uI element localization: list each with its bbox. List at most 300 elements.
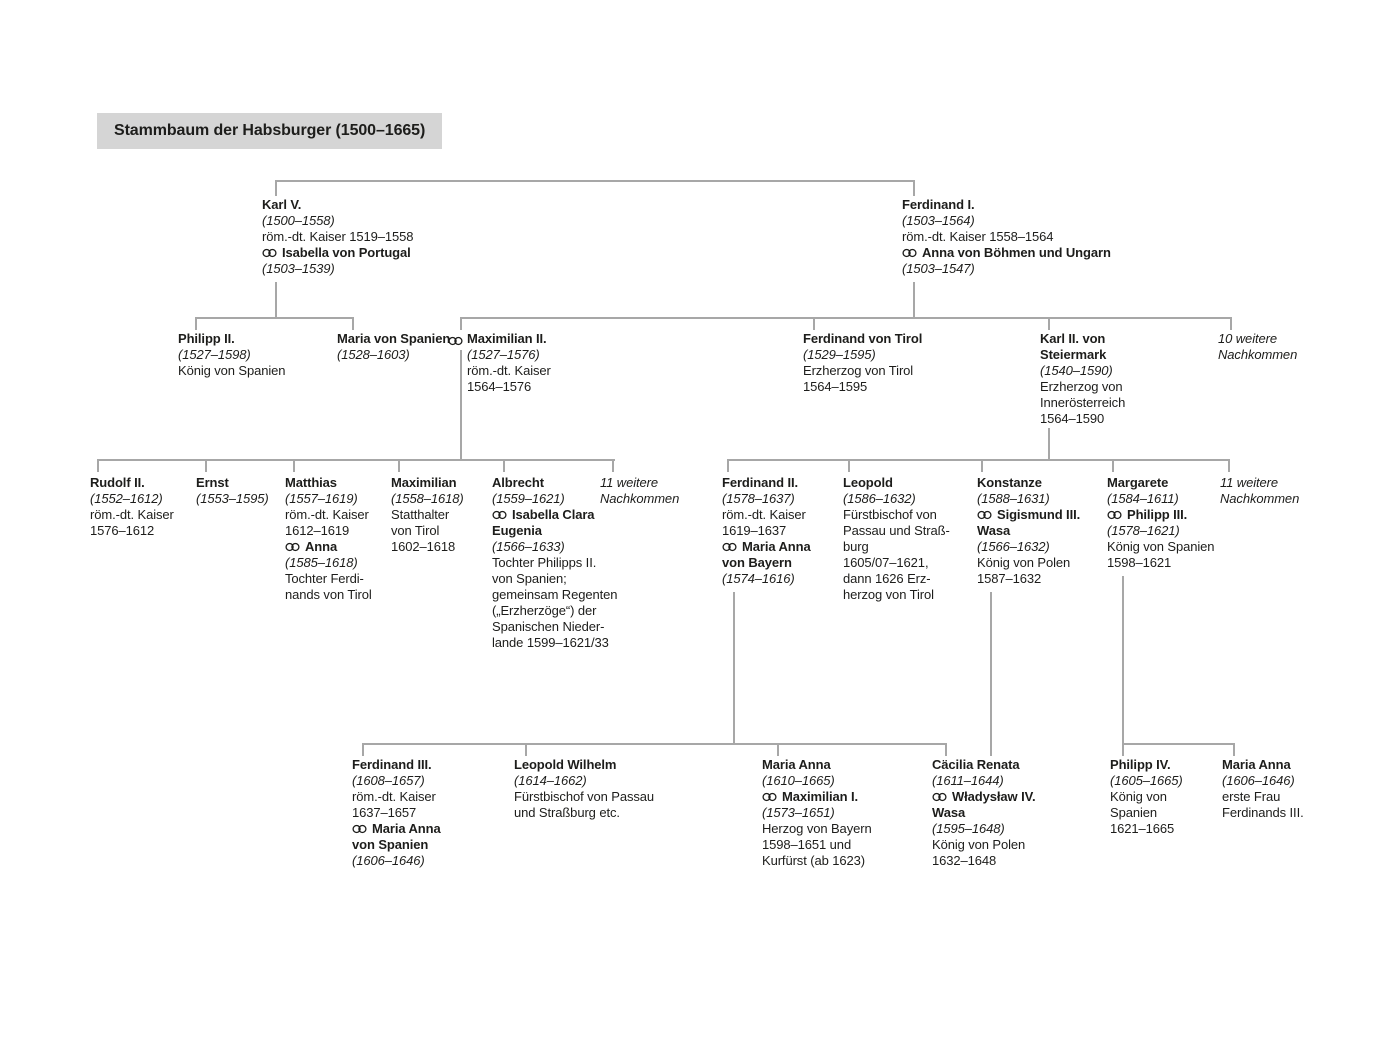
tree-connector-horizontal — [460, 317, 1232, 319]
marriage-rings-icon — [448, 336, 463, 346]
person-line — [1220, 475, 1299, 491]
person-line-text: Isabella Clara — [512, 507, 595, 522]
person-line-text: Ferdinand III. — [352, 757, 432, 772]
person-line-text: („Erzherzöge“) der — [492, 603, 597, 618]
person-line-text: Leopold Wilhelm — [514, 757, 617, 772]
person-line-text: Ferdinands III. — [1222, 805, 1304, 820]
person-line — [337, 331, 450, 347]
person-line — [285, 523, 372, 539]
person-line-text: Maria von Spanien — [337, 331, 451, 346]
person-line — [1040, 331, 1125, 347]
person-line — [1040, 363, 1125, 379]
person-line — [90, 475, 174, 491]
person-line — [285, 491, 372, 507]
person-line — [803, 379, 922, 395]
person-line-text: Konstanze — [977, 475, 1042, 490]
person-line — [1110, 789, 1183, 805]
person-line-text: (1573–1651) — [762, 805, 835, 820]
person-line-text: 1564–1590 — [1040, 411, 1105, 426]
person-line-text: Karl V. — [262, 197, 302, 212]
person-line — [977, 491, 1080, 507]
person-node-leopold — [843, 475, 950, 603]
person-line-text: Fürstbischof von Passau — [514, 789, 655, 804]
person-line — [492, 475, 617, 491]
person-line-text: (1540–1590) — [1040, 363, 1113, 378]
person-line-text: (1578–1637) — [722, 491, 795, 506]
person-line — [492, 555, 617, 571]
tree-connector-vertical — [205, 459, 207, 472]
person-line-text: röm.-dt. Kaiser — [722, 507, 806, 522]
person-line-text: (1574–1616) — [722, 571, 795, 586]
person-line-text: nands von Tirol — [285, 587, 372, 602]
person-line — [1110, 773, 1183, 789]
person-node-ernst — [196, 475, 269, 507]
person-line — [977, 555, 1080, 571]
person-line-text: (1588–1631) — [977, 491, 1050, 506]
person-line — [1110, 821, 1183, 837]
person-line-text: König von Spanien — [1107, 539, 1215, 554]
person-line-text: 1564–1595 — [803, 379, 868, 394]
person-line-text: Herzog von Bayern — [762, 821, 872, 836]
person-line — [843, 539, 950, 555]
person-line — [932, 773, 1035, 789]
person-line — [492, 587, 617, 603]
tree-connector-vertical — [293, 459, 295, 472]
person-node-ferdinand-ii — [722, 475, 811, 587]
person-line-text: (1527–1576) — [467, 347, 540, 362]
person-line-text: (1566–1633) — [492, 539, 565, 554]
person-line-text: Wasa — [977, 523, 1011, 538]
person-line-text: Karl II. von — [1040, 331, 1106, 346]
person-line — [1222, 757, 1304, 773]
person-line — [1107, 507, 1214, 523]
person-line-text: Matthias — [285, 475, 337, 490]
tree-connector-vertical — [525, 743, 527, 756]
person-line — [285, 587, 372, 603]
person-line-text: (1584–1611) — [1107, 491, 1179, 506]
person-line-text: dann 1626 Erz- — [843, 571, 931, 586]
person-line — [467, 347, 551, 363]
person-line — [722, 523, 811, 539]
person-line — [285, 475, 372, 491]
tree-connector-vertical — [362, 743, 364, 756]
person-line-text: (1527–1598) — [178, 347, 251, 362]
tree-connector-vertical — [848, 459, 850, 472]
person-line — [762, 837, 872, 853]
person-line — [196, 491, 269, 507]
person-line — [932, 837, 1035, 853]
person-line-text: 1587–1632 — [977, 571, 1042, 586]
person-line — [722, 539, 811, 555]
person-line — [762, 853, 872, 869]
person-line — [285, 507, 372, 523]
person-line — [977, 475, 1080, 491]
person-line-text: Nachkommen — [600, 491, 680, 506]
person-line-text: Maximilian — [391, 475, 457, 490]
person-line-text: lande 1599–1621/33 — [492, 635, 609, 650]
person-line-text: Ferdinand I. — [902, 197, 975, 212]
person-line — [262, 213, 413, 229]
person-node-maximilian-ii — [467, 331, 551, 395]
person-line-text: König von Spanien — [178, 363, 286, 378]
person-line — [352, 789, 441, 805]
tree-connector-vertical — [1233, 743, 1235, 756]
person-line — [492, 491, 617, 507]
person-line — [90, 523, 174, 539]
person-line — [1218, 331, 1297, 347]
person-line-text: Isabella von Portugal — [282, 245, 411, 260]
person-line-text: 1576–1612 — [90, 523, 155, 538]
tree-connector-vertical — [195, 317, 197, 330]
person-line — [1107, 539, 1214, 555]
tree-connector-vertical — [1228, 459, 1230, 472]
person-node-karl-v — [262, 197, 413, 277]
person-line — [178, 363, 285, 379]
person-line — [722, 475, 811, 491]
person-line-text: Maria Anna — [762, 757, 831, 772]
person-line — [722, 555, 811, 571]
person-line — [262, 229, 413, 245]
person-line-text: (1553–1595) — [196, 491, 269, 506]
person-line — [492, 507, 617, 523]
marriage-rings-icon — [932, 792, 947, 802]
person-line — [1040, 395, 1125, 411]
person-line — [514, 773, 654, 789]
person-line — [722, 491, 811, 507]
person-line-text: (1578–1621) — [1107, 523, 1180, 538]
marriage-rings-icon — [762, 792, 777, 802]
person-line-text: Fürstbischof von — [843, 507, 937, 522]
person-line-text: Tochter Philipps II. — [492, 555, 597, 570]
person-line-text: (1606–1646) — [352, 853, 425, 868]
person-line — [722, 571, 811, 587]
marriage-rings-icon — [902, 248, 917, 258]
person-line — [762, 805, 872, 821]
person-line-text: röm.-dt. Kaiser — [467, 363, 551, 378]
tree-connector-vertical — [1230, 317, 1232, 330]
person-node-albrecht — [492, 475, 617, 651]
person-line-text: König von Polen — [977, 555, 1071, 570]
person-line — [492, 619, 617, 635]
person-line — [352, 773, 441, 789]
person-line-text: Margarete — [1107, 475, 1169, 490]
person-line — [1218, 347, 1297, 363]
person-line-text: herzog von Tirol — [843, 587, 934, 602]
person-node-leopold-wilhelm — [514, 757, 654, 821]
person-line-text: von Spanien; — [492, 571, 567, 586]
person-line — [932, 757, 1035, 773]
person-line-text: Erzherzog von — [1040, 379, 1123, 394]
person-line — [722, 507, 811, 523]
person-line — [492, 635, 617, 651]
person-node-matthias — [285, 475, 372, 603]
person-line — [902, 213, 1111, 229]
person-line — [932, 789, 1035, 805]
person-line-text: (1566–1632) — [977, 539, 1050, 554]
person-line-text: Albrecht — [492, 475, 544, 490]
person-line-text: von Bayern — [722, 555, 792, 570]
person-line-text: Sigismund III. — [997, 507, 1081, 522]
person-line — [1040, 379, 1125, 395]
person-line — [352, 853, 441, 869]
person-line — [391, 539, 464, 555]
person-line-text: Maria Anna — [372, 821, 441, 836]
tree-connector-vertical — [777, 743, 779, 756]
person-node-ferdinand-iii — [352, 757, 441, 869]
person-line — [843, 555, 950, 571]
person-line-text: 1632–1648 — [932, 853, 997, 868]
tree-connector-vertical — [352, 317, 354, 330]
person-line-text: Leopold — [843, 475, 893, 490]
person-node-caecilia-renata — [932, 757, 1035, 869]
person-line-text: 11 weitere — [1220, 475, 1279, 490]
person-line — [1222, 773, 1304, 789]
tree-connector-vertical — [981, 459, 983, 472]
marriage-rings-icon — [977, 510, 992, 520]
person-line — [337, 347, 450, 363]
marriage-rings-icon — [722, 542, 737, 552]
person-line-text: Tochter Ferdi- — [285, 571, 364, 586]
person-line — [977, 571, 1080, 587]
person-node-maria-anna-1610 — [762, 757, 872, 869]
tree-connector-vertical — [990, 592, 992, 756]
person-line — [803, 363, 922, 379]
marriage-rings-icon — [285, 542, 300, 552]
person-line-text: 11 weitere — [600, 475, 659, 490]
person-line — [902, 261, 1111, 277]
person-line — [843, 571, 950, 587]
person-line-text: (1529–1595) — [803, 347, 876, 362]
person-line — [843, 491, 950, 507]
person-line — [932, 853, 1035, 869]
tree-connector-vertical — [1122, 576, 1124, 756]
person-line-text: Passau und Straß- — [843, 523, 950, 538]
person-line-text: (1559–1621) — [492, 491, 565, 506]
tree-connector-vertical — [1112, 459, 1114, 472]
person-line — [352, 837, 441, 853]
person-node-ferdinand-von-tirol — [803, 331, 922, 395]
person-line — [90, 491, 174, 507]
person-line-text: burg — [843, 539, 869, 554]
person-line — [843, 523, 950, 539]
person-line — [391, 507, 464, 523]
person-line — [762, 789, 872, 805]
person-line — [1040, 347, 1125, 363]
person-line-text: röm.-dt. Kaiser — [352, 789, 436, 804]
person-line-text: Spanischen Nieder- — [492, 619, 605, 634]
tree-connector-vertical — [460, 317, 462, 330]
person-line — [467, 363, 551, 379]
person-node-philipp-ii — [178, 331, 285, 379]
person-line — [262, 197, 413, 213]
tree-connector-vertical — [275, 282, 277, 319]
person-line-text: Anna — [305, 539, 338, 554]
tree-connector-vertical — [503, 459, 505, 472]
person-line — [843, 475, 950, 491]
person-line — [467, 331, 551, 347]
person-line-text: von Tirol — [391, 523, 440, 538]
marriage-rings-icon — [352, 824, 367, 834]
person-line-text: (1614–1662) — [514, 773, 587, 788]
person-line — [762, 821, 872, 837]
person-line — [932, 805, 1035, 821]
person-line-text: Statthalter — [391, 507, 450, 522]
person-line-text: (1557–1619) — [285, 491, 358, 506]
person-line — [600, 491, 679, 507]
person-line-text: Steiermark — [1040, 347, 1107, 362]
person-line — [262, 261, 413, 277]
person-line-text: Spanien — [1110, 805, 1158, 820]
person-node-weitere-nachkommen-11-links — [600, 475, 679, 507]
person-node-philipp-iv — [1110, 757, 1183, 837]
person-line — [1040, 411, 1125, 427]
person-line — [352, 805, 441, 821]
person-line-text: Maximilian II. — [467, 331, 547, 346]
person-line-text: 1637–1657 — [352, 805, 417, 820]
person-line — [902, 245, 1111, 261]
marriage-rings-icon — [262, 248, 277, 258]
person-line-text: Kurfürst (ab 1623) — [762, 853, 865, 868]
person-line — [902, 197, 1111, 213]
person-line-text: röm.-dt. Kaiser — [90, 507, 174, 522]
person-line-text: 10 weitere — [1218, 331, 1277, 346]
person-node-weitere-nachkommen-10 — [1218, 331, 1297, 363]
person-line — [843, 507, 950, 523]
person-node-ferdinand-i — [902, 197, 1111, 277]
person-line — [514, 757, 654, 773]
person-line — [391, 475, 464, 491]
person-line — [803, 331, 922, 347]
tree-connector-vertical — [913, 282, 915, 319]
person-line-text: erste Frau — [1222, 789, 1281, 804]
person-line-text: (1500–1558) — [262, 213, 335, 228]
tree-connector-vertical — [733, 592, 735, 745]
person-line — [492, 539, 617, 555]
person-line-text: Erzherzog von Tirol — [803, 363, 914, 378]
person-line-text: (1608–1657) — [352, 773, 425, 788]
person-node-rudolf-ii — [90, 475, 174, 539]
marriage-rings-icon — [492, 510, 507, 520]
person-line — [977, 539, 1080, 555]
person-line — [391, 523, 464, 539]
person-line-text: von Spanien — [352, 837, 429, 852]
diagram-title-text: Stammbaum der Habsburger (1500–1665) — [114, 122, 426, 139]
person-line-text: Władysław IV. — [952, 789, 1036, 804]
person-line — [514, 789, 654, 805]
tree-connector-vertical — [275, 180, 277, 196]
person-line-text: 1605/07–1621, — [843, 555, 929, 570]
person-node-konstanze — [977, 475, 1080, 587]
person-line — [285, 555, 372, 571]
tree-connector-vertical — [398, 459, 400, 472]
person-line-text: 1612–1619 — [285, 523, 350, 538]
person-line-text: (1503–1539) — [262, 261, 335, 276]
person-line — [762, 773, 872, 789]
person-line-text: 1564–1576 — [467, 379, 532, 394]
tree-connector-vertical — [813, 317, 815, 330]
person-line — [262, 245, 413, 261]
person-line — [492, 571, 617, 587]
tree-connector-vertical — [945, 743, 947, 756]
person-line — [90, 507, 174, 523]
person-node-maria-von-spanien — [337, 331, 450, 363]
tree-connector-vertical — [1048, 428, 1050, 461]
person-line-text: (1585–1618) — [285, 555, 358, 570]
person-node-maximilian — [391, 475, 464, 555]
person-line-text: 1621–1665 — [1110, 821, 1175, 836]
tree-connector-horizontal — [1122, 743, 1235, 745]
person-line-text: Ferdinand II. — [722, 475, 798, 490]
person-line-text: gemeinsam Regenten — [492, 587, 618, 602]
person-node-weitere-nachkommen-11-rechts — [1220, 475, 1299, 507]
person-line-text: (1605–1665) — [1110, 773, 1183, 788]
tree-connector-vertical — [97, 459, 99, 472]
person-line — [178, 331, 285, 347]
person-line-text: Philipp III. — [1127, 507, 1188, 522]
person-line — [178, 347, 285, 363]
person-line-text: Maximilian I. — [782, 789, 859, 804]
person-line-text: röm.-dt. Kaiser — [285, 507, 369, 522]
person-line — [1222, 789, 1304, 805]
person-line-text: König von — [1110, 789, 1167, 804]
person-line-text: Cäcilia Renata — [932, 757, 1020, 772]
person-line-text: Innerösterreich — [1040, 395, 1126, 410]
person-line — [1110, 757, 1183, 773]
person-line — [352, 821, 441, 837]
person-line-text: 1598–1621 — [1107, 555, 1172, 570]
person-line — [1107, 491, 1214, 507]
person-line-text: Nachkommen — [1218, 347, 1298, 362]
person-line-text: und Straßburg etc. — [514, 805, 620, 820]
person-line — [762, 757, 872, 773]
person-line — [514, 805, 654, 821]
person-line-text: 1602–1618 — [391, 539, 456, 554]
tree-connector-vertical — [913, 180, 915, 196]
person-line-text: Eugenia — [492, 523, 542, 538]
person-node-maria-anna-1606 — [1222, 757, 1304, 821]
tree-connector-vertical — [1048, 317, 1050, 330]
person-line-text: (1586–1632) — [843, 491, 916, 506]
person-line-text: Anna von Böhmen und Ungarn — [922, 245, 1111, 260]
person-line-text: (1611–1644) — [932, 773, 1004, 788]
person-line — [1220, 491, 1299, 507]
person-line-text: Maria Anna — [1222, 757, 1291, 772]
tree-connector-vertical — [727, 459, 729, 472]
tree-connector-horizontal — [727, 459, 1230, 461]
person-line-text: (1606–1646) — [1222, 773, 1295, 788]
person-line — [352, 757, 441, 773]
person-line — [285, 571, 372, 587]
person-line — [467, 379, 551, 395]
person-line — [1107, 555, 1214, 571]
person-line-text: (1558–1618) — [391, 491, 464, 506]
person-node-karl-ii-von-steiermark — [1040, 331, 1125, 427]
person-line-text: röm.-dt. Kaiser 1558–1564 — [902, 229, 1054, 244]
person-line — [1110, 805, 1183, 821]
tree-connector-horizontal — [362, 743, 947, 745]
person-line-text: Wasa — [932, 805, 966, 820]
marriage-rings-icon — [1107, 510, 1122, 520]
person-node-margarete — [1107, 475, 1214, 571]
person-line-text: Ferdinand von Tirol — [803, 331, 923, 346]
person-line — [803, 347, 922, 363]
person-line-text: Rudolf II. — [90, 475, 145, 490]
person-line — [1222, 805, 1304, 821]
person-line-text: Maria Anna — [742, 539, 811, 554]
person-line-text: (1503–1564) — [902, 213, 975, 228]
person-line — [1107, 475, 1214, 491]
person-line — [902, 229, 1111, 245]
